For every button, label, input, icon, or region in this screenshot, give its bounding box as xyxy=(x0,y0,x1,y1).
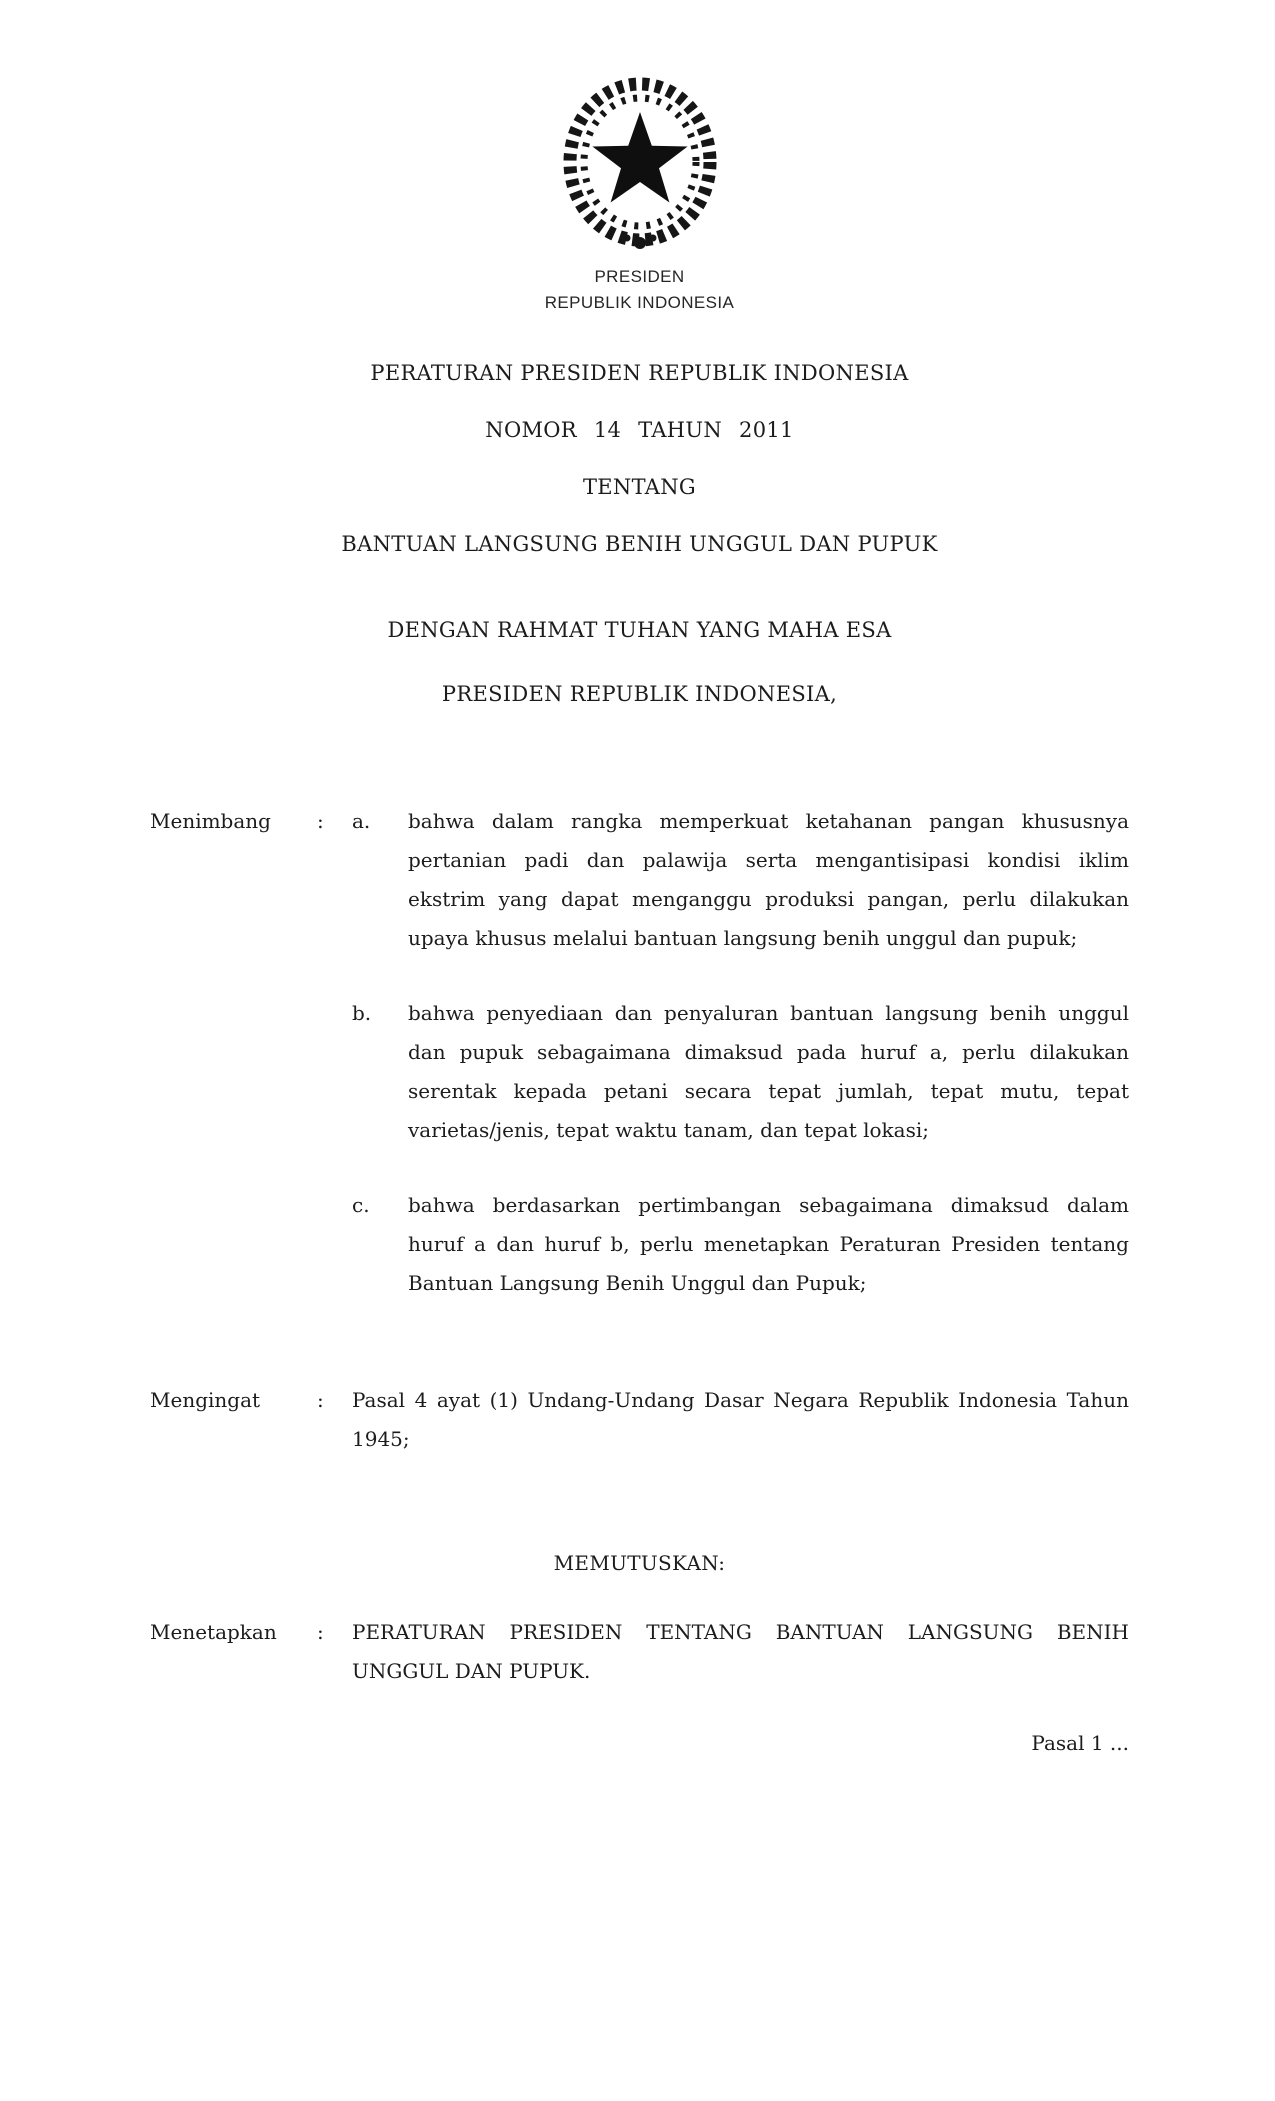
considering-item-letter-b: b. xyxy=(352,1001,372,1025)
considering-item-text-b: bahwa penyediaan dan penyaluran bantuan langsung benih unggul dan pupuk sebagaimana dimaksud pada huruf a, perlu dilakukan serentak kepada petani secara tepat jumlah, tepat mutu, tepat varietas/jenis, tepat waktu tanam, dan tepat lokasi; xyxy=(408,1001,1129,1142)
decreeing-text: PERATURAN PRESIDEN TENTANG BANTUAN LANGSUNG BENIH UNGGUL DAN PUPUK. xyxy=(352,1620,1129,1683)
legal-basis-text: Pasal 4 ayat (1) Undang-Undang Dasar Negara Republik Indonesia Tahun 1945; xyxy=(352,1388,1129,1451)
considering-colon: : xyxy=(317,809,324,833)
considering-item-letter-c: c. xyxy=(352,1193,370,1217)
title-block xyxy=(150,361,1129,706)
regulation-number: NOMOR 14 TAHUN 2011 xyxy=(485,418,794,442)
letterhead-presiden: PRESIDEN xyxy=(594,267,685,286)
legal-basis-section xyxy=(150,1381,1129,1459)
decreeing-label: Menetapkan xyxy=(150,1620,277,1644)
considering-section xyxy=(150,802,1129,1303)
page-continuation: Pasal 1 ... xyxy=(1031,1731,1129,1755)
tentang-label: TENTANG xyxy=(583,475,696,499)
considering-item-text-c: bahwa berdasarkan pertimbangan sebagaimana dimaksud dalam huruf a dan huruf b, perlu menetapkan Peraturan Presiden tentang Bantuan Langsung Benih Unggul dan Pupuk; xyxy=(408,1193,1129,1295)
considering-item-text-a: bahwa dalam rangka memperkuat ketahanan pangan khususnya pertanian padi dan palawija serta mengantisipasi kondisi iklim ekstrim yang dapat menganggu produksi pangan, perlu dilakukan upaya khusus melalui bantuan langsung benih unggul dan pupuk; xyxy=(408,809,1129,950)
regulation-title: PERATURAN PRESIDEN REPUBLIK INDONESIA xyxy=(370,361,909,385)
considering-label: Menimbang xyxy=(150,809,271,833)
decreeing-colon: : xyxy=(317,1620,324,1644)
letterhead-republik-indonesia: REPUBLIK INDONESIA xyxy=(544,292,735,312)
decision-heading: MEMUTUSKAN: xyxy=(553,1551,726,1575)
decreeing-section xyxy=(150,1613,1129,1691)
considering-item-letter-a: a. xyxy=(352,809,371,833)
letterhead xyxy=(150,264,1129,315)
regulation-subject: BANTUAN LANGSUNG BENIH UNGGUL DAN PUPUK xyxy=(341,532,938,556)
presidential-seal-icon xyxy=(150,62,1129,262)
legal-basis-colon: : xyxy=(317,1388,324,1412)
authority-line: PRESIDEN REPUBLIK INDONESIA, xyxy=(441,682,838,706)
seal-graphic xyxy=(552,62,728,258)
legal-basis-label: Mengingat xyxy=(150,1388,261,1412)
invocation-line: DENGAN RAHMAT TUHAN YANG MAHA ESA xyxy=(387,618,892,642)
